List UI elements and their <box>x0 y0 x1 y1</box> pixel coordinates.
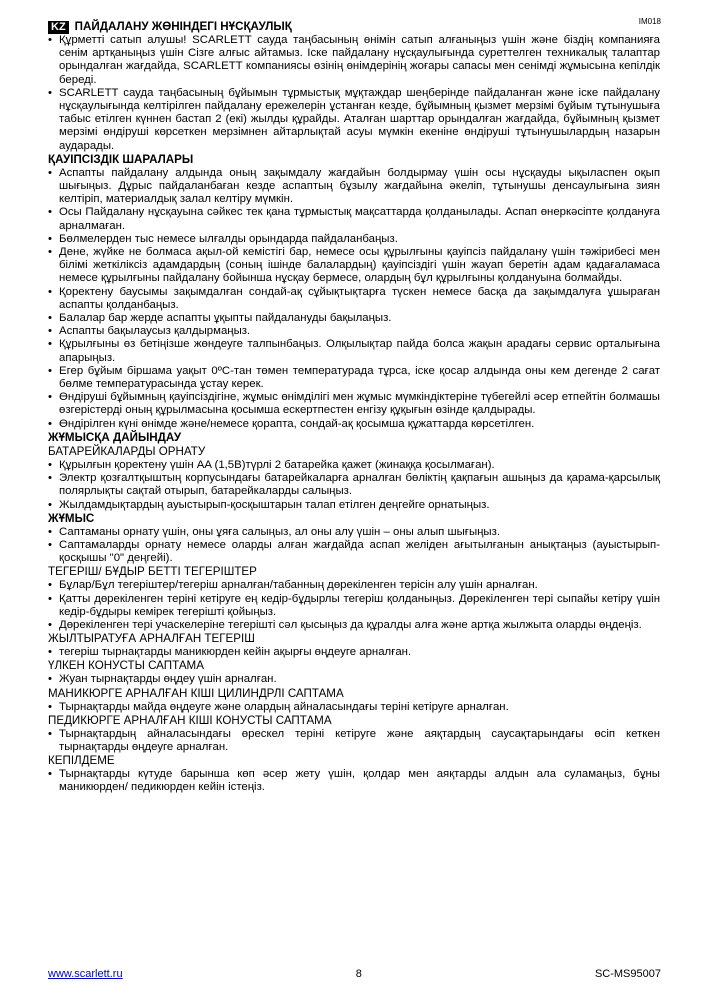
list-item <box>48 593 660 619</box>
pedicure-heading: ПЕДИКЮРГЕ АРНАЛҒАН КІШІ КОНУСТЫ САПТАМА <box>48 713 332 727</box>
list-item-text: Жуан тырнақтарды өңдеу үшін арналған. <box>59 673 277 686</box>
bullet-icon: • <box>48 86 52 99</box>
list-item-text: Бөлмелерден тыс немесе ылғалды орындарда пайдаланбаңыз. <box>59 232 398 245</box>
cone-heading: ҮЛКЕН КОНУСТЫ САПТАМА <box>48 659 204 673</box>
prep-heading: ЖҰМЫСҚА ДАЙЫНДАУ <box>48 430 182 444</box>
list-item-text: Дене, жүйке не болмаса ақыл-ой кемістігі бар, немесе осы құрылғыны қауіпсіз пайдалану үшін тәжірибесі мен білімі жеткіліксіз адамдардың (соның ішінде балалардың) қауіпсіздігі үшін жауап беретін адам қадағаламаса немесе құрылғыны пайдалану бойынша нұсқау бермесе, олардың бұл құрылғыны қолдануына болмайды. <box>59 246 660 285</box>
cylinder-list <box>48 701 660 714</box>
list-item <box>48 539 660 565</box>
list-item-text: Электр қозғалтқыштың корпусындағы батарейкаларға арналған бөліктің қақпағын ашыңыз да қарама-қарсылық полярлықты сақтай отырып, батарейкаларды салыңыз. <box>59 472 660 498</box>
list-item <box>48 499 660 512</box>
bullet-icon: • <box>48 246 52 259</box>
list-item-text: Егер бұйым біршама уақыт 0ºС-тан төмен температурада тұрса, іске қосар алдында оны кем дегенде 2 сағат бөлме температурасында ұстау керек. <box>59 364 660 391</box>
list-item-text: Аспапты бақылаусыз қалдырмаңыз. <box>59 325 251 338</box>
list-item-text: Осы Пайдалану нұсқауына сәйкес тек қана тұрмыстық мақсаттарда қолданылады. Аспап өнеркәсіпте қолдануға арналмаған. <box>59 206 660 232</box>
bullet-icon: • <box>48 646 52 659</box>
list-item-text: Саптаманы орнату үшін, оны ұяға салыңыз, ал оны алу үшін – оны алып шығыңыз. <box>59 525 501 538</box>
pedicure-list <box>48 728 660 754</box>
list-item-text: Бұлар/Бұл тегерiштер/тегерiш арналған/табанның дөрекiленген терiсiн алу үшін арналған. <box>59 579 538 592</box>
grater-list <box>48 579 660 632</box>
bullet-icon: • <box>48 727 52 740</box>
bullet-icon: • <box>48 34 52 46</box>
bullet-icon: • <box>48 538 52 551</box>
list-item-text: SCARLETT сауда таңбасының бұйымын тұрмыстық мұқтаждар шеңберінде пайдаланған және іске пайдалану нұсқаулығында келтірілген пайдалану ережелерін ұстанған кезде, бұйымның қызмет мерзімі бұйым тұтынушыға табыс етілген күннен бастап 2 (екі) жылды құрайды. Аталған шарттар орындалған жағдайда, бұйымның қызмет мерзімі өндіруші көрсеткен мерзімнен айтарлықтай асуы мүмкін екеніне өндіруші тұтынушылардың назарын аударады. <box>59 86 660 152</box>
bullet-icon: • <box>48 458 52 471</box>
battery-list <box>48 459 660 512</box>
model-number: SC-MS95007 <box>594 968 661 980</box>
bullet-icon: • <box>48 312 52 325</box>
battery-heading: БАТАРЕЙКАЛАРДЫ ОРНАТУ <box>48 444 206 458</box>
list-item-text: Саптамаларды орнату немесе оларды алған жағдайда аспап желіден ағытылғанын анықтаңыз (ауыстырып-қосқышы "0" деңгейі). <box>59 538 660 565</box>
list-item-text: Өндірілген күні өнімде және/немесе қорапта, сондай-ақ қосымша құжаттарда көрсетілген. <box>59 417 535 430</box>
list-item-text: Қоректену баусымы зақымдалған сондай-ақ сұйықтықтарға түскен немесе басқа да зақымдалуға ұшыраған аспапты қолданбаңыз. <box>59 285 660 311</box>
list-item-text: тегерiш тырнақтарды маникюрден кейiн ақырғы өңдеуге арналған. <box>59 646 412 659</box>
work-list <box>48 526 660 566</box>
bullet-icon: • <box>48 472 52 485</box>
list-item <box>48 325 660 338</box>
list-item <box>48 87 660 153</box>
page-number: 8 <box>355 968 362 980</box>
list-item <box>48 472 660 498</box>
list-item <box>48 286 660 312</box>
list-item <box>48 459 660 472</box>
bullet-icon: • <box>48 166 52 179</box>
bullet-icon: • <box>48 618 52 631</box>
page-footer <box>48 968 661 980</box>
bullet-icon: • <box>48 498 52 511</box>
recommendation-heading: КЕПІЛДЕМЕ <box>48 754 115 768</box>
list-item <box>48 246 660 286</box>
list-item-text: Жылдамдықтардың ауыстырып-қосқыштарын талап етілген деңгейге орнатыңыз. <box>59 498 490 511</box>
bullet-icon: • <box>48 768 52 781</box>
language-badge: KZ <box>48 21 69 34</box>
bullet-icon: • <box>48 700 52 713</box>
list-item-text: Аспапты пайдалану алдында оның зақымдалу жағдайын болдырмау үшін осы нұсқауды ықыласпен оқып шығыңыз. Дұрыс пайдаланбаған кезде аспаптың бұзылу жағдайына әкеліп, тұтынушы денсаулығына зиян келтіріп, материалдық залал келтіру мүмкін. <box>59 166 660 206</box>
list-item <box>48 728 660 754</box>
recommendation-list <box>48 768 660 794</box>
list-item-text: Өндіруші бұйымның қауіпсіздігіне, жұмыс өнімділігі мен жұмыс мүмкіндіктеріне түбегейлі әсер етпейтін болмашы өзгерістерді оның құрылмасына қосымша ескертпестен енгізу құқығын өзінде қалдырады. <box>59 391 660 417</box>
bullet-icon: • <box>48 525 52 538</box>
list-item <box>48 34 660 87</box>
list-item <box>48 206 660 232</box>
work-heading: ЖҰМЫС <box>48 511 95 525</box>
list-item-text: Дөрекiленген терi учаскелерiне тегерiштi сәл қысыңыз да құралды алға және артқа жылжыта оларды өңдеңiз. <box>59 618 642 631</box>
bullet-icon: • <box>48 579 52 592</box>
cone-list <box>48 673 660 686</box>
bullet-icon: • <box>48 232 52 245</box>
list-item <box>48 391 660 417</box>
list-item <box>48 768 660 794</box>
list-item <box>48 338 660 364</box>
polish-list <box>48 646 660 659</box>
list-item <box>48 418 660 431</box>
intro-list <box>48 34 660 153</box>
bullet-icon: • <box>48 338 52 351</box>
safety-list <box>48 167 660 431</box>
list-item <box>48 233 660 246</box>
grater-heading: ТЕГЕРІШ/ БҰДЫР БЕТТІ ТЕГЕРІШТЕР <box>48 565 257 579</box>
list-item <box>48 673 660 686</box>
bullet-icon: • <box>48 364 52 377</box>
cylinder-heading: МАНИКЮРГЕ АРНАЛҒАН КІШІ ЦИЛИНДРЛІ САПТАМА <box>48 686 344 700</box>
website-link[interactable]: www.scarlett.ru <box>48 968 123 980</box>
bullet-icon: • <box>48 673 52 686</box>
list-item-text: Құрылғыны өз бетіңізше жөндеуге талпынбаңыз. Олқылықтар пайда болса жақын арадағы сервис орталығына апарыңыз. <box>59 338 660 364</box>
list-item <box>48 579 660 592</box>
list-item <box>48 312 660 325</box>
instruction-page <box>48 20 660 795</box>
list-item <box>48 646 660 659</box>
bullet-icon: • <box>48 417 52 430</box>
list-item-text: Тырнақтардың айналасындағы өрескел терiнi кетiруге және аяқтардың саусақтарындағы өсiп кеткен тырнақтарды өңдеуге арналған. <box>59 727 660 753</box>
bullet-icon: • <box>48 206 52 219</box>
list-item <box>48 526 660 539</box>
list-item <box>48 167 660 207</box>
list-item-text: Құрылғын қоректену үшін AA (1,5B)түрлі 2 батарейка қажет (жинаққа қосылмаған). <box>59 458 495 471</box>
safety-heading: ҚАУІПСІЗДІК ШАРАЛАРЫ <box>48 152 194 166</box>
section-header <box>48 20 660 34</box>
polish-heading: ЖЫЛТЫРАТУҒА АРНАЛҒАН ТЕГЕРІШ <box>48 632 255 646</box>
list-item-text: Балалар бар жерде аспапты ұқыпты пайдалануды бақылаңыз. <box>59 312 392 325</box>
page-title: ПАЙДАЛАНУ ЖӨНІНДЕГІ НҰСҚАУЛЫҚ <box>74 20 292 33</box>
bullet-icon: • <box>48 592 52 605</box>
bullet-icon: • <box>48 391 52 404</box>
list-item-text: Қатты дөрекiленген терiнi кетiруге ең кедiр-бұдырлы тегерiш қолданыңыз. Дөрекiленген терi сыпайы кетiру үшін кедiр-бұдыры кемiрек тегерiштi қойыңыз. <box>59 592 660 618</box>
list-item <box>48 701 660 714</box>
list-item <box>48 365 660 391</box>
list-item-text: Тырнақтарды күтуде барынша көп әсер жету үшін, қолдар мен аяқтарды алдын ала суламаңыз, бұны маникюрден/ педикюрден кейiн iстеңiз. <box>59 768 660 794</box>
bullet-icon: • <box>48 325 52 338</box>
list-item <box>48 619 660 632</box>
list-item-text: Тырнақтарды майда өңдеуге және олардың айналасындағы терiнi кетiруге арналған. <box>59 700 509 713</box>
bullet-icon: • <box>48 285 52 298</box>
document-code: IM018 <box>638 17 661 26</box>
list-item-text: Құрметті сатып алушы! SCARLETT сауда таңбасының өнімін сатып алғаныңыз үшін және біздің компанияға сенім артқаныңыз үшін Сізге алғыс айтамыз. Іске пайдалану нұсқаулығында суреттелген техникалық талаптар орындалған жағдайда, SCARLETT компаниясы өзінің өнімдерінің жоғары сапасы мен сенімді жұмысына кепілдік береді. <box>59 34 660 86</box>
